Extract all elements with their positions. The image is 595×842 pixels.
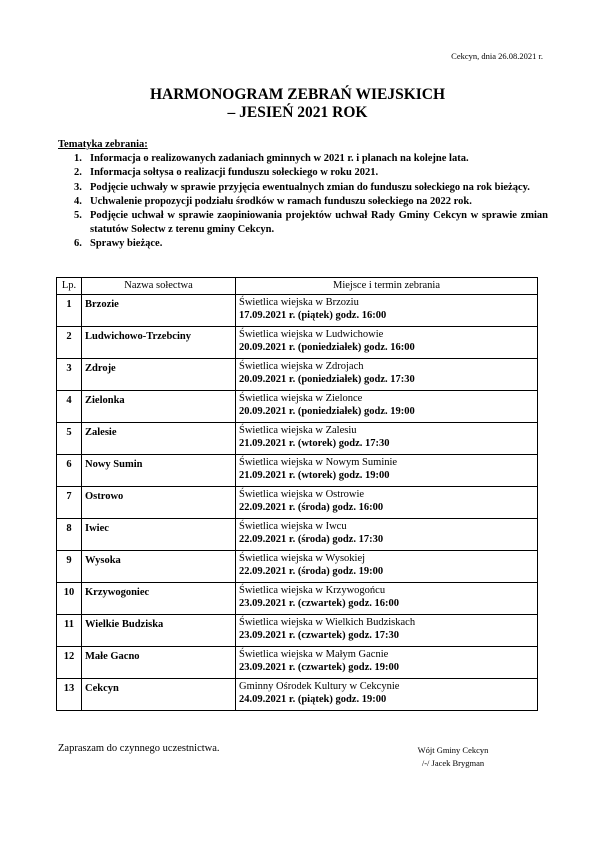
meeting-place: Świetlica wiejska w Krzywogońcu xyxy=(239,584,386,596)
topics-list xyxy=(58,152,548,251)
topic-item xyxy=(58,152,548,166)
meeting-venue-cell xyxy=(236,390,538,422)
topic-item xyxy=(58,166,548,180)
meeting-date-time: 22.09.2021 r. (środa) godz. 17:30 xyxy=(239,534,384,545)
village-name: Iwiec xyxy=(82,518,236,550)
meeting-place: Świetlica wiejska w Brzoziu xyxy=(239,296,359,308)
meeting-date-time: 17.09.2021 r. (piątek) godz. 16:00 xyxy=(239,310,387,321)
table-header-row xyxy=(57,278,538,295)
meeting-place: Świetlica wiejska w Zalesiu xyxy=(239,424,357,436)
meeting-venue-cell xyxy=(236,614,538,646)
meeting-date-time: 24.09.2021 r. (piątek) godz. 19:00 xyxy=(239,694,387,705)
meeting-place: Świetlica wiejska w Zdrojach xyxy=(239,360,364,372)
village-name: Zalesie xyxy=(82,422,236,454)
meeting-date-time: 20.09.2021 r. (poniedziałek) godz. 19:00 xyxy=(239,406,415,417)
meeting-date-time: 22.09.2021 r. (środa) godz. 16:00 xyxy=(239,502,384,513)
meeting-place: Świetlica wiejska w Zielonce xyxy=(239,392,363,404)
row-number: 2 xyxy=(57,326,82,358)
table-row xyxy=(57,614,538,646)
meeting-date-time: 23.09.2021 r. (czwartek) godz. 17:30 xyxy=(239,630,399,641)
village-name: Brzozie xyxy=(82,294,236,326)
title-line-2: – JESIEŃ 2021 ROK xyxy=(227,104,368,121)
signature-block xyxy=(398,744,508,770)
table-row xyxy=(57,486,538,518)
topic-number: 1. xyxy=(74,153,82,165)
meeting-venue-cell xyxy=(236,326,538,358)
meeting-place: Świetlica wiejska w Wysokiej xyxy=(239,552,366,564)
table-row xyxy=(57,294,538,326)
topic-item xyxy=(58,209,548,237)
table-row xyxy=(57,390,538,422)
topic-number: 5. xyxy=(74,210,82,222)
row-number: 9 xyxy=(57,550,82,582)
meeting-place: Gminny Ośrodek Kultury w Cekcynie xyxy=(239,680,400,692)
village-name: Nowy Sumin xyxy=(82,454,236,486)
row-number: 7 xyxy=(57,486,82,518)
topic-text: Informacja sołtysa o realizacji funduszu sołeckiego w roku 2021. xyxy=(90,167,379,179)
topic-number: 6. xyxy=(74,238,82,250)
meeting-venue-cell xyxy=(236,486,538,518)
row-number: 4 xyxy=(57,390,82,422)
meeting-venue-cell xyxy=(236,294,538,326)
topic-text: Uchwalenie propozycji podziału środków w ramach funduszu sołeckiego na 2022 rok. xyxy=(90,195,472,207)
meeting-date-time: 20.09.2021 r. (poniedziałek) godz. 16:00 xyxy=(239,342,415,353)
meeting-place: Świetlica wiejska w Wielkich Budziskach xyxy=(239,616,416,628)
meeting-place: Świetlica wiejska w Nowym Suminie xyxy=(239,456,398,468)
village-name: Krzywogoniec xyxy=(82,582,236,614)
title-line-1: HARMONOGRAM ZEBRAŃ WIEJSKICH xyxy=(149,86,446,103)
meeting-venue-cell xyxy=(236,582,538,614)
topic-number: 4. xyxy=(74,195,82,207)
topic-text: Sprawy bieżące. xyxy=(90,238,163,250)
table-row xyxy=(57,518,538,550)
topic-item xyxy=(58,181,548,195)
column-header-venue: Miejsce i termin zebrania xyxy=(236,278,538,295)
table-row xyxy=(57,422,538,454)
meeting-venue-cell xyxy=(236,422,538,454)
meeting-place: Świetlica wiejska w Ludwichowie xyxy=(239,328,384,340)
column-header-name: Nazwa sołectwa xyxy=(82,278,236,295)
topic-number: 2. xyxy=(74,167,82,179)
document-title xyxy=(0,86,595,122)
row-number: 12 xyxy=(57,646,82,678)
topic-item xyxy=(58,237,548,251)
signature-name: /-/ Jacek Brygman xyxy=(421,758,485,768)
topic-text: Podjęcie uchwały w sprawie przyjęcia ewentualnych zmian do funduszu sołeckiego na rok bieżący. xyxy=(90,181,530,193)
meeting-date-time: 23.09.2021 r. (czwartek) godz. 16:00 xyxy=(239,598,399,609)
table-row xyxy=(57,646,538,678)
place-date: Cekcyn, dnia 26.08.2021 r. xyxy=(451,51,543,61)
topic-number: 3. xyxy=(74,181,82,193)
village-name: Wysoka xyxy=(82,550,236,582)
row-number: 13 xyxy=(57,678,82,710)
row-number: 10 xyxy=(57,582,82,614)
table-row xyxy=(57,326,538,358)
meeting-venue-cell xyxy=(236,646,538,678)
village-name: Cekcyn xyxy=(82,678,236,710)
meeting-date-time: 20.09.2021 r. (poniedziałek) godz. 17:30 xyxy=(239,374,415,385)
meeting-date-time: 22.09.2021 r. (środa) godz. 19:00 xyxy=(239,566,384,577)
village-name: Zdroje xyxy=(82,358,236,390)
meeting-venue-cell xyxy=(236,454,538,486)
meeting-topics xyxy=(58,138,548,252)
topics-heading: Tematyka zebrania: xyxy=(58,139,148,150)
village-name: Małe Gacno xyxy=(82,646,236,678)
row-number: 6 xyxy=(57,454,82,486)
table-body xyxy=(57,294,538,710)
village-name: Wielkie Budziska xyxy=(82,614,236,646)
row-number: 11 xyxy=(57,614,82,646)
topic-text: Informacja o realizowanych zadaniach gminnych w 2021 r. i planach na kolejne lata. xyxy=(90,153,469,165)
village-name: Ludwichowo-Trzebciny xyxy=(82,326,236,358)
table-row xyxy=(57,582,538,614)
topic-item xyxy=(58,195,548,209)
meeting-venue-cell xyxy=(236,550,538,582)
signature-title: Wójt Gminy Cekcyn xyxy=(417,745,489,755)
meeting-date-time: 21.09.2021 r. (wtorek) godz. 17:30 xyxy=(239,438,390,449)
row-number: 8 xyxy=(57,518,82,550)
invitation-text: Zapraszam do czynnego uczestnictwa. xyxy=(58,743,220,754)
meeting-venue-cell xyxy=(236,518,538,550)
row-number: 5 xyxy=(57,422,82,454)
meeting-date-time: 21.09.2021 r. (wtorek) godz. 19:00 xyxy=(239,470,390,481)
meeting-place: Świetlica wiejska w Małym Gacnie xyxy=(239,648,389,660)
meeting-venue-cell xyxy=(236,678,538,710)
topic-text: Podjęcie uchwał w sprawie zaopiniowania projektów uchwał Rady Gminy Cekcyn w sprawie zmian statutów Sołectw z terenu gminy Cekcyn. xyxy=(90,210,548,236)
row-number: 1 xyxy=(57,294,82,326)
meeting-venue-cell xyxy=(236,358,538,390)
meeting-place: Świetlica wiejska w Ostrowie xyxy=(239,488,365,500)
table-row xyxy=(57,678,538,710)
table-row xyxy=(57,550,538,582)
table-row xyxy=(57,454,538,486)
meeting-date-time: 23.09.2021 r. (czwartek) godz. 19:00 xyxy=(239,662,399,673)
meeting-schedule-table xyxy=(56,277,538,711)
table-row xyxy=(57,358,538,390)
village-name: Ostrowo xyxy=(82,486,236,518)
row-number: 3 xyxy=(57,358,82,390)
village-name: Zielonka xyxy=(82,390,236,422)
column-header-lp: Lp. xyxy=(57,278,82,295)
meeting-place: Świetlica wiejska w Iwcu xyxy=(239,520,347,532)
